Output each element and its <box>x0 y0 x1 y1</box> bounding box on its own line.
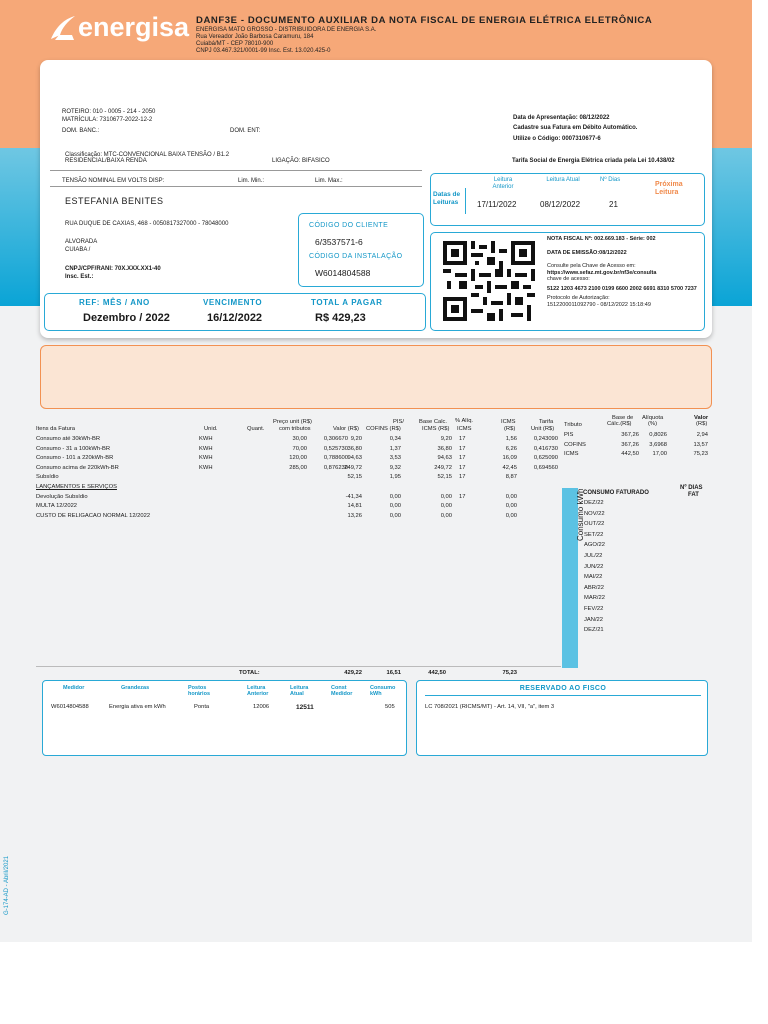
vencimento-label: VENCIMENTO <box>203 298 263 307</box>
total-valor: 429,22 <box>344 670 362 676</box>
tributo-row <box>562 440 712 450</box>
cell-unid: KWH <box>199 464 213 471</box>
tributos-table <box>562 414 712 459</box>
consumo-month-label: OUT/22 <box>584 521 605 528</box>
consumo-month-label: FEV/22 <box>584 606 604 612</box>
consumo-value: 505 <box>385 704 395 710</box>
vencimento: 16/12/2022 <box>207 312 263 324</box>
consumo-header: Consumo kWh <box>370 685 396 697</box>
cell-quant: 30,00 <box>292 436 307 442</box>
divider <box>50 170 422 171</box>
table-row <box>36 463 561 473</box>
protocolo: 1512200011092790 - 08/12/2022 15:18:49 <box>547 301 651 308</box>
header-base-de: Base de <box>612 415 634 421</box>
table-row <box>36 453 561 463</box>
ref-mes-ano: Dezembro / 2022 <box>83 312 170 324</box>
data-emissao: DATA DE EMISSÃO:08/12/2022 <box>547 249 627 256</box>
table-row <box>36 444 561 454</box>
cell-desc: Consumo - 101 a 220kWh-BR <box>36 455 114 462</box>
codes-box <box>298 213 424 287</box>
cell-aliq: 17 <box>459 474 466 481</box>
tarifa-social: Tarifa Social de Energia Elétrica criada pela Lei 10.438/02 <box>512 158 675 164</box>
tributos-body <box>562 430 712 459</box>
header-preco: Preço unit (R$) <box>273 419 312 425</box>
total-pis: 16,51 <box>386 670 401 676</box>
cell-aliq: 17 <box>459 445 466 452</box>
tributo-row <box>562 430 712 440</box>
medidor-header: Medidor <box>63 685 85 691</box>
header-aliq: % Alíq. <box>455 418 474 424</box>
codigo-instalacao-label: CÓDIGO DA INSTALAÇÃO <box>309 253 403 260</box>
tributo-aliq: 0,8026 <box>649 432 667 438</box>
cell-pis: 9,32 <box>389 464 401 471</box>
header-proxima-leitura: Próxima Leitura <box>655 181 683 196</box>
cell-valor: 14,81 <box>347 503 362 510</box>
header-base: Base Calc. <box>419 419 448 425</box>
issuer-line: Cuiabá/MT - CEP 78010-900 <box>196 41 274 47</box>
cell-unid: KWH <box>199 455 213 462</box>
cell-unid: KWH <box>199 436 213 442</box>
header-valor: Valor (R$) <box>333 426 359 432</box>
tributo-base: 367,26 <box>621 432 639 438</box>
cell-desc: Consumo - 31 a 100kWh-BR <box>36 445 111 452</box>
total-a-pagar: R$ 429,23 <box>315 312 366 324</box>
cell-icms: 42,45 <box>502 464 517 471</box>
form-code: G-174-AD - Abril/2021 <box>4 855 10 915</box>
leitura-atual-header: Leitura Atual <box>290 685 309 697</box>
cell-tarifa: 0,243090 <box>533 436 558 442</box>
header-num-dias: Nº Dias <box>600 177 621 183</box>
dom-ent: DOM. ENT: <box>230 128 261 134</box>
qr-code-icon <box>443 241 535 321</box>
consumo-month-label: SET/22 <box>584 531 604 538</box>
grandeza-value: Energia ativa em kWh <box>109 704 166 710</box>
cell-preco: 0,788600 <box>323 455 348 462</box>
total-icms: 75,23 <box>502 670 517 676</box>
codigo-cliente-label: CÓDIGO DO CLIENTE <box>309 222 389 229</box>
ref-label: REF: MÊS / ANO <box>79 298 150 307</box>
dom-banc: DOM. BANC.: <box>62 128 100 134</box>
data-apresentacao: Data de Apresentação: 08/12/2022 <box>513 115 610 121</box>
consumo-month-label: DEZ/22 <box>584 500 604 506</box>
cell-desc: CUSTO DE RELIGACAO NORMAL 12/2022 <box>36 512 151 519</box>
cell-icms: 0,00 <box>505 503 517 510</box>
medidor-box <box>42 680 407 756</box>
ligacao: LIGAÇÃO: BIFASICO <box>272 158 330 164</box>
cell-pis: 3,53 <box>389 455 401 462</box>
header-tarifa: Tarifa <box>539 419 554 425</box>
header-leitura-anterior: Leitura Anterior <box>492 177 514 190</box>
consumo-month-label: NOV/22 <box>584 510 605 517</box>
num-dias: 21 <box>609 200 618 209</box>
items-table <box>36 418 561 520</box>
cell-valor: 249,72 <box>344 464 362 471</box>
fisco-title: RESERVADO AO FISCO <box>519 685 607 692</box>
cell-valor: -41,34 <box>345 493 362 500</box>
leitura-anterior: 17/11/2022 <box>477 200 517 209</box>
cell-desc: Consumo até 30kWh-BR <box>36 436 101 442</box>
consumo-month-label: MAI/22 <box>584 574 603 581</box>
tributos-header <box>562 414 712 430</box>
issuer-line: Rua Vereador João Barbosa Caramuru, 184 <box>196 34 314 40</box>
consumo-month-label: ABR/22 <box>584 584 604 591</box>
header-valor-rs: (R$) <box>696 421 708 427</box>
codigo-instalacao: W6014804588 <box>315 268 371 278</box>
cell-desc: Devolução Subsídio <box>36 493 88 500</box>
cell-icms: 8,87 <box>505 474 517 481</box>
cell-preco: 0,876230 <box>323 464 348 471</box>
table-row <box>36 434 561 444</box>
brand-name: energisa <box>78 12 190 42</box>
residencial: RESIDENCIAL/BAIXA RENDA <box>65 158 147 164</box>
divider <box>36 666 561 667</box>
fisco-box <box>416 680 708 756</box>
divider <box>50 186 422 187</box>
tributo-aliq: 3,6968 <box>649 441 667 448</box>
consumo-title: CONSUMO FATURADO <box>583 490 649 496</box>
lim-max: Lim. Max.: <box>315 178 343 184</box>
consumo-month-label: JUL/22 <box>584 553 603 559</box>
customer-name: ESTEFANIA BENITES <box>65 196 164 206</box>
cell-tarifa: 0,625090 <box>533 455 558 462</box>
issuer-line: CNPJ 03.467.321/0001-99 Insc. Est. 13.020.425-0 <box>196 48 331 54</box>
cell-icms: 6,26 <box>505 445 517 452</box>
account-card <box>40 60 712 338</box>
energisa-logo <box>48 12 189 43</box>
header-pis-2: COFINS (R$) <box>366 426 401 432</box>
cell-icms: 0,00 <box>505 493 517 500</box>
codigo-debito: Utilize o Código: 0007310677-6 <box>513 136 601 142</box>
consulta-url[interactable]: https://www.sefaz.mt.gov.br/nf3e/consulta <box>547 269 657 276</box>
totals-line <box>36 668 561 678</box>
cell-valor: 94,63 <box>347 455 362 462</box>
totals-row <box>36 668 561 678</box>
cell-desc: Subsídio <box>36 474 59 481</box>
cell-base: 249,72 <box>434 464 452 471</box>
classificacao: Classificação: MTC-CONVENCIONAL BAIXA TENSÃO / B1.2 <box>65 152 230 158</box>
energisa-swoosh-icon <box>48 13 78 43</box>
const-header: Const Medidor <box>331 685 353 697</box>
chave-acesso: 5122 1203 4673 2100 0199 6600 2002 6691 8310 5700 7237 <box>547 285 697 292</box>
cell-quant: 70,00 <box>292 445 307 452</box>
cell-valor: 9,20 <box>350 436 362 442</box>
cell-base: 0,00 <box>440 512 452 519</box>
header-preco-2: com tributos <box>279 426 311 432</box>
header-icms: ICMS <box>501 419 516 425</box>
customer-address: RUA DUQUE DE CAXIAS, 468 - 0050817327000 - 78048000 <box>65 221 229 227</box>
cell-base: 0,00 <box>440 493 452 500</box>
cell-pis: 0,00 <box>389 493 401 500</box>
readings-box <box>430 173 705 226</box>
header-aliq-2: ICMS <box>457 426 472 432</box>
cell-quant: 285,00 <box>289 464 307 471</box>
header-tarifa-2: Unit (R$) <box>531 426 555 432</box>
nota-fiscal-numero: NOTA FISCAL Nº: 002.669.183 - Série: 002 <box>547 236 656 242</box>
header-icms-2: (R$) <box>504 426 516 432</box>
header-aliquota-pct: (%) <box>648 421 658 427</box>
total-label: TOTAL: <box>239 670 260 676</box>
header-pis: PIS/ <box>393 419 404 425</box>
tensao-nominal: TENSÃO NOMINAL EM VOLTS DISP: <box>62 178 165 184</box>
cell-icms: 16,09 <box>502 455 517 462</box>
table-row <box>36 482 561 492</box>
customer-bairro: ALVORADA <box>65 239 98 245</box>
document-title: DANF3E - DOCUMENTO AUXILIAR DA NOTA FISCAL DE ENERGIA ELÉTRICA ELETRÔNICA <box>196 15 653 26</box>
cell-preco: 0,306670 <box>323 436 348 442</box>
cell-base: 94,63 <box>437 455 452 462</box>
cell-aliq: 17 <box>459 493 466 500</box>
cell-valor: 52,15 <box>347 474 362 481</box>
leitura-anterior-value: 12006 <box>253 704 270 710</box>
leitura-atual: 08/12/2022 <box>540 200 581 209</box>
header-itens: Itens da Fatura <box>36 426 75 432</box>
customer-cidade: CUIABA / <box>65 247 91 253</box>
consumo-month-label: MAR/22 <box>584 595 605 602</box>
cell-pis: 1,37 <box>389 445 401 452</box>
cell-icms: 0,00 <box>505 512 517 519</box>
consumo-axis-label: Consumo kWh <box>576 488 585 541</box>
tributo-nome: COFINS <box>564 441 586 448</box>
cell-pis: 1,95 <box>389 474 401 481</box>
lim-min: Lim. Min.: <box>238 178 265 184</box>
codigo-cliente: 6/3537571-6 <box>315 237 363 247</box>
consumo-month-label: AGO/22 <box>584 542 605 549</box>
issuer-line: ENERGISA MATO GROSSO - DISTRIBUIDORA DE ENERGIA S.A. <box>196 27 377 33</box>
table-row <box>36 472 561 482</box>
cell-icms: 1,56 <box>505 436 517 442</box>
cell-desc: LANÇAMENTOS E SERVIÇOS <box>36 483 117 490</box>
customer-cnpj: CNPJ/CPF/RANI: 70X.XXX.XX1-40 <box>65 266 161 272</box>
header-tributo: Tributo <box>564 422 582 428</box>
cell-tarifa: 0,694560 <box>533 464 558 471</box>
cell-desc: Consumo acima de 220kWh-BR <box>36 464 119 471</box>
leitura-anterior-header: Leitura Anterior <box>247 685 269 697</box>
nota-fiscal-info <box>547 236 703 308</box>
tributo-row <box>562 449 712 459</box>
debito-automatico: Cadastre sua Fatura em Débito Automático. <box>513 125 638 131</box>
cell-base: 36,80 <box>437 445 452 452</box>
cell-aliq: 17 <box>459 464 466 471</box>
consumo-month-label: JUN/22 <box>584 563 604 570</box>
tributo-valor: 13,57 <box>693 441 708 448</box>
table-row <box>36 501 561 511</box>
total-base: 442,50 <box>428 670 446 676</box>
nota-fiscal-box <box>430 232 705 331</box>
items-body <box>36 434 561 520</box>
tributo-valor: 2,94 <box>696 432 708 438</box>
posto-value: Ponta <box>194 704 210 710</box>
cell-desc: MULTA 12/2022 <box>36 503 78 510</box>
consulte-label: Consulte pela Chave de Acesso em: <box>547 263 636 269</box>
roteiro: ROTEIRO: 010 - 0005 - 214 - 2050 <box>62 109 156 115</box>
matricula: MATRÍCULA: 7310677-2022-12-2 <box>62 117 153 123</box>
consumo-month-label: DEZ/21 <box>584 627 604 634</box>
divider <box>465 188 466 214</box>
cell-valor: 36,80 <box>347 445 362 452</box>
protocolo-label: Protocolo de Autorização: <box>547 295 610 301</box>
summary-box <box>44 293 426 331</box>
tributo-nome: ICMS <box>564 451 579 458</box>
fisco-text: LC 708/2021 (RICMS/MT) - Art. 14, VII, "a", item 3 <box>425 704 555 710</box>
chave-label: chave de acesso: <box>547 276 590 282</box>
tributo-base: 442,50 <box>621 451 639 458</box>
divider <box>425 695 701 696</box>
medidor-value: W6014804588 <box>51 704 89 710</box>
tributo-valor: 75,23 <box>693 451 708 458</box>
grandezas-header: Grandezas <box>121 685 150 691</box>
cell-pis: 0,00 <box>389 512 401 519</box>
cell-valor: 13,26 <box>347 512 362 519</box>
cell-quant: 120,00 <box>289 455 307 462</box>
tributo-nome: PIS <box>564 432 574 438</box>
issuer-info <box>196 15 736 55</box>
customer-insc: Insc. Est.: <box>65 274 94 280</box>
table-row <box>36 511 561 521</box>
tributo-base: 367,26 <box>621 441 639 448</box>
cell-base: 0,00 <box>440 503 452 510</box>
items-header <box>36 418 561 434</box>
notice-box <box>40 345 712 409</box>
header-unid: Unid. <box>204 426 218 432</box>
table-row <box>36 492 561 502</box>
consumo-chart-bar <box>562 488 585 668</box>
header-quant: Quant. <box>247 426 265 432</box>
header-aliquota: Alíquota <box>642 415 664 421</box>
cell-aliq: 17 <box>459 436 466 442</box>
header-leitura-atual: Leitura Atual <box>546 177 580 183</box>
dias-fat-label-2: FAT <box>688 492 699 498</box>
cell-preco: 0,525730 <box>323 445 348 452</box>
total-label: TOTAL A PAGAR <box>311 298 383 307</box>
cell-tarifa: 0,416730 <box>533 445 558 452</box>
cell-pis: 0,00 <box>389 503 401 510</box>
dias-fat-label: Nº DIAS <box>680 485 703 491</box>
cell-unid: KWH <box>199 445 213 452</box>
header-base-calc: Cálc.(R$) <box>607 421 632 427</box>
cell-pis: 0,34 <box>389 436 401 442</box>
cell-aliq: 17 <box>459 455 466 462</box>
leitura-atual-value: 12511 <box>296 704 314 711</box>
consumo-month-label: JAN/22 <box>584 616 604 623</box>
cell-base: 52,15 <box>437 474 452 481</box>
header-base-2: ICMS (R$) <box>422 426 450 432</box>
header-valor-trib: Valor <box>694 415 709 421</box>
postos-header: Postos horários <box>188 685 211 697</box>
cell-base: 9,20 <box>440 436 452 442</box>
tributo-aliq: 17,00 <box>652 451 667 458</box>
readings-label: Datas de Leituras <box>433 191 461 206</box>
